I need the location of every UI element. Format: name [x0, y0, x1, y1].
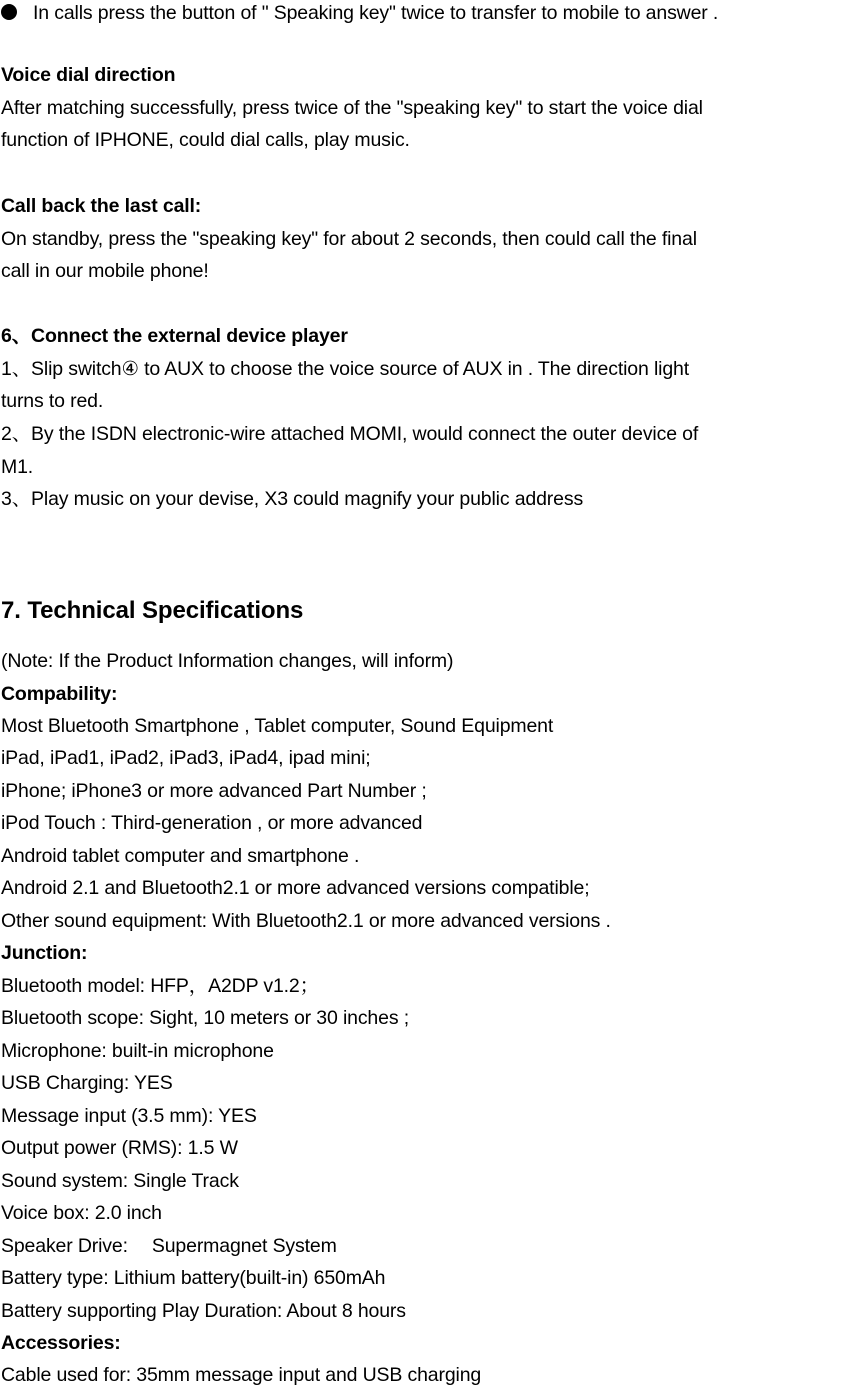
compat-item-6: Android 2.1 and Bluetooth2.1 or more advanced versions compatible;	[1, 877, 590, 899]
bullet-icon	[1, 4, 17, 20]
compat-item-3: iPhone; iPhone3 or more advanced Part Number ;	[1, 780, 427, 802]
spec-bluetooth-model: Bluetooth model: HFP，A2DP v1.2；	[1, 975, 319, 997]
step-3-text: 3、Play music on your devise, X3 could magnify your public address	[1, 488, 584, 510]
voice-dial-text-2: function of IPHONE, could dial calls, play music.	[1, 129, 410, 151]
call-back-heading: Call back the last call:	[1, 195, 202, 217]
accessories-cable: Cable used for: 35mm message input and USB charging	[1, 1364, 482, 1386]
section-7-heading: 7. Technical Specifications	[1, 597, 304, 624]
call-back-text-1: On standby, press the "speaking key" for about 2 seconds, then could call the final	[1, 228, 697, 250]
spec-speaker-drive	[1, 1233, 337, 1259]
spec-voice-box: Voice box: 2.0 inch	[1, 1202, 162, 1224]
spec-output-power: Output power (RMS): 1.5 W	[1, 1137, 238, 1159]
spec-microphone: Microphone: built-in microphone	[1, 1040, 274, 1062]
spec-usb-charging: USB Charging: YES	[1, 1072, 173, 1094]
step-1-text-cont: turns to red.	[1, 390, 104, 412]
compat-item-7: Other sound equipment: With Bluetooth2.1 or more advanced versions .	[1, 910, 611, 932]
junction-heading: Junction:	[1, 942, 88, 964]
spec-battery-duration: Battery supporting Play Duration: About 8 hours	[1, 1300, 406, 1322]
spec-sound-system: Sound system: Single Track	[1, 1170, 239, 1192]
spec-message-input: Message input (3.5 mm): YES	[1, 1105, 257, 1127]
spec-note: (Note: If the Product Information changes, will inform)	[1, 650, 454, 672]
compat-item-1: Most Bluetooth Smartphone , Tablet computer, Sound Equipment	[1, 715, 554, 737]
compat-item-4: iPod Touch : Third-generation , or more advanced	[1, 812, 423, 834]
compat-item-5: Android tablet computer and smartphone .	[1, 845, 360, 867]
compability-heading: Compability:	[1, 683, 118, 705]
spec-bluetooth-scope: Bluetooth scope: Sight, 10 meters or 30 inches ;	[1, 1007, 409, 1029]
speaker-drive-label: Speaker Drive:	[1, 1235, 128, 1257]
step-1-text: 1、Slip switch④ to AUX to choose the voice source of AUX in . The direction light	[1, 358, 689, 380]
spec-battery-type: Battery type: Lithium battery(built-in) 650mAh	[1, 1267, 386, 1289]
step-2-text-cont: M1.	[1, 456, 34, 478]
voice-dial-text-1: After matching successfully, press twice of the "speaking key" to start the voice dial	[1, 97, 703, 119]
voice-dial-heading: Voice dial direction	[1, 64, 176, 86]
compat-item-2: iPad, iPad1, iPad2, iPad3, iPad4, ipad mini;	[1, 747, 371, 769]
section-6-heading: 6、Connect the external device player	[1, 325, 348, 347]
step-2-text: 2、By the ISDN electronic-wire attached MOMI, would connect the outer device of	[1, 423, 699, 445]
transfer-call-text: In calls press the button of " Speaking key" twice to transfer to mobile to answer .	[33, 2, 719, 24]
speaker-drive-value: Supermagnet System	[151, 1235, 337, 1257]
transfer-call-instruction	[1, 0, 718, 26]
call-back-text-2: call in our mobile phone!	[1, 260, 209, 282]
accessories-heading: Accessories:	[1, 1332, 121, 1354]
